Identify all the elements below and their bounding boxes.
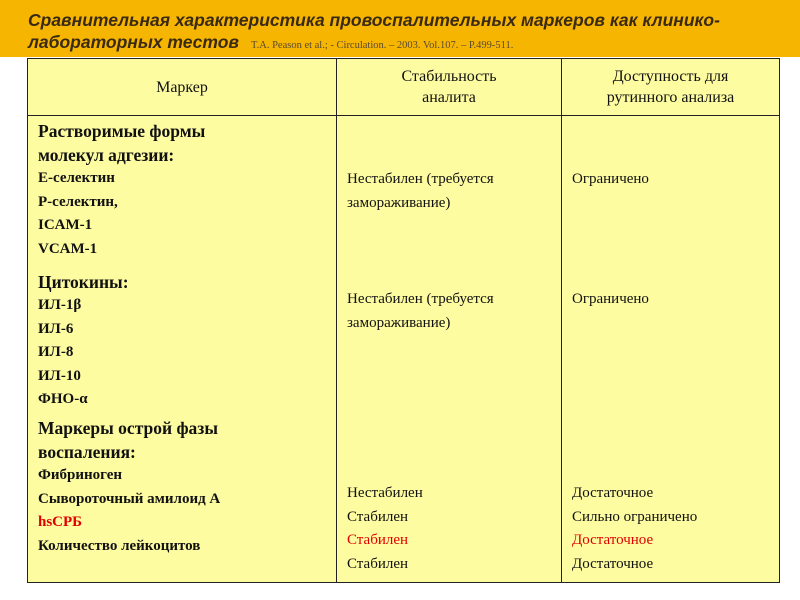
slide-title bbox=[28, 9, 788, 57]
availability-acute-phase bbox=[572, 482, 773, 576]
availability-cytokines bbox=[572, 288, 773, 312]
group-heading: Цитокины: bbox=[38, 272, 129, 292]
stability-adhesion bbox=[347, 168, 555, 215]
availability-value: Достаточное bbox=[572, 485, 654, 501]
header-marker: Маркер bbox=[28, 59, 337, 116]
availability-value: Сильно ограничено bbox=[572, 508, 698, 525]
stability-value: Стабилен bbox=[347, 555, 409, 572]
stability-value: замораживание) bbox=[347, 314, 451, 331]
group-heading: молекул адгезии: bbox=[38, 145, 175, 165]
stability-value: Нестабилен (требуется bbox=[347, 171, 494, 187]
availability-value: Достаточное bbox=[572, 555, 654, 572]
title-line-1: Сравнительная характеристика провоспалительных маркеров как клинико- bbox=[28, 10, 720, 30]
header-availability-text: Доступность для рутинного анализа bbox=[606, 68, 735, 106]
stability-value-highlighted: Стабилен bbox=[347, 532, 409, 548]
list-item: Фибриноген bbox=[38, 467, 123, 483]
marker-cell bbox=[28, 116, 337, 583]
list-item: ИЛ-1β bbox=[38, 297, 82, 313]
list-item: ICAM-1 bbox=[38, 217, 93, 233]
comparison-table bbox=[27, 58, 780, 583]
stability-acute-phase bbox=[347, 482, 555, 576]
list-item: ИЛ-10 bbox=[38, 367, 81, 384]
stability-cell bbox=[337, 116, 562, 583]
header-stability bbox=[337, 59, 562, 116]
list-item: Р-селектин, bbox=[38, 193, 118, 210]
stability-value: Нестабилен (требуется bbox=[347, 291, 494, 307]
table-header-row bbox=[28, 59, 780, 116]
availability-value-highlighted: Достаточное bbox=[572, 532, 654, 548]
availability-cell bbox=[562, 116, 780, 583]
list-item: Сывороточный амилоид А bbox=[38, 490, 221, 507]
group-acute-phase bbox=[38, 416, 330, 558]
stability-value: замораживание) bbox=[347, 194, 451, 211]
stability-cytokines bbox=[347, 288, 555, 335]
stability-value: Стабилен bbox=[347, 508, 409, 525]
title-line-2 bbox=[28, 31, 788, 57]
header-availability bbox=[562, 59, 780, 116]
availability-adhesion bbox=[572, 168, 773, 192]
group-adhesion bbox=[38, 119, 330, 261]
list-item: Е-селектин bbox=[38, 170, 115, 186]
list-item: ИЛ-6 bbox=[38, 320, 74, 337]
table-body-row bbox=[28, 116, 780, 583]
list-item-highlighted: hsСРБ bbox=[38, 514, 83, 530]
citation: T.A. Peason et al.; - Circulation. – 2003. Vol.107. – P.499-511. bbox=[250, 40, 514, 51]
header-stability-text: Стабильность аналита bbox=[401, 68, 497, 106]
availability-value: Ограничено bbox=[572, 291, 649, 307]
title-line-2-text: лабораторных тестов bbox=[28, 32, 239, 52]
group-heading: Растворимые формы bbox=[38, 121, 206, 141]
list-item: VCAM-1 bbox=[38, 240, 98, 257]
list-item: ФНО-α bbox=[38, 391, 88, 407]
list-item: ИЛ-8 bbox=[38, 344, 74, 360]
availability-value: Ограничено bbox=[572, 171, 649, 187]
stability-value: Нестабилен bbox=[347, 485, 423, 501]
list-item: Количество лейкоцитов bbox=[38, 537, 201, 554]
group-cytokines bbox=[38, 270, 330, 412]
group-heading: воспаления: bbox=[38, 442, 136, 462]
group-heading: Маркеры острой фазы bbox=[38, 418, 219, 438]
